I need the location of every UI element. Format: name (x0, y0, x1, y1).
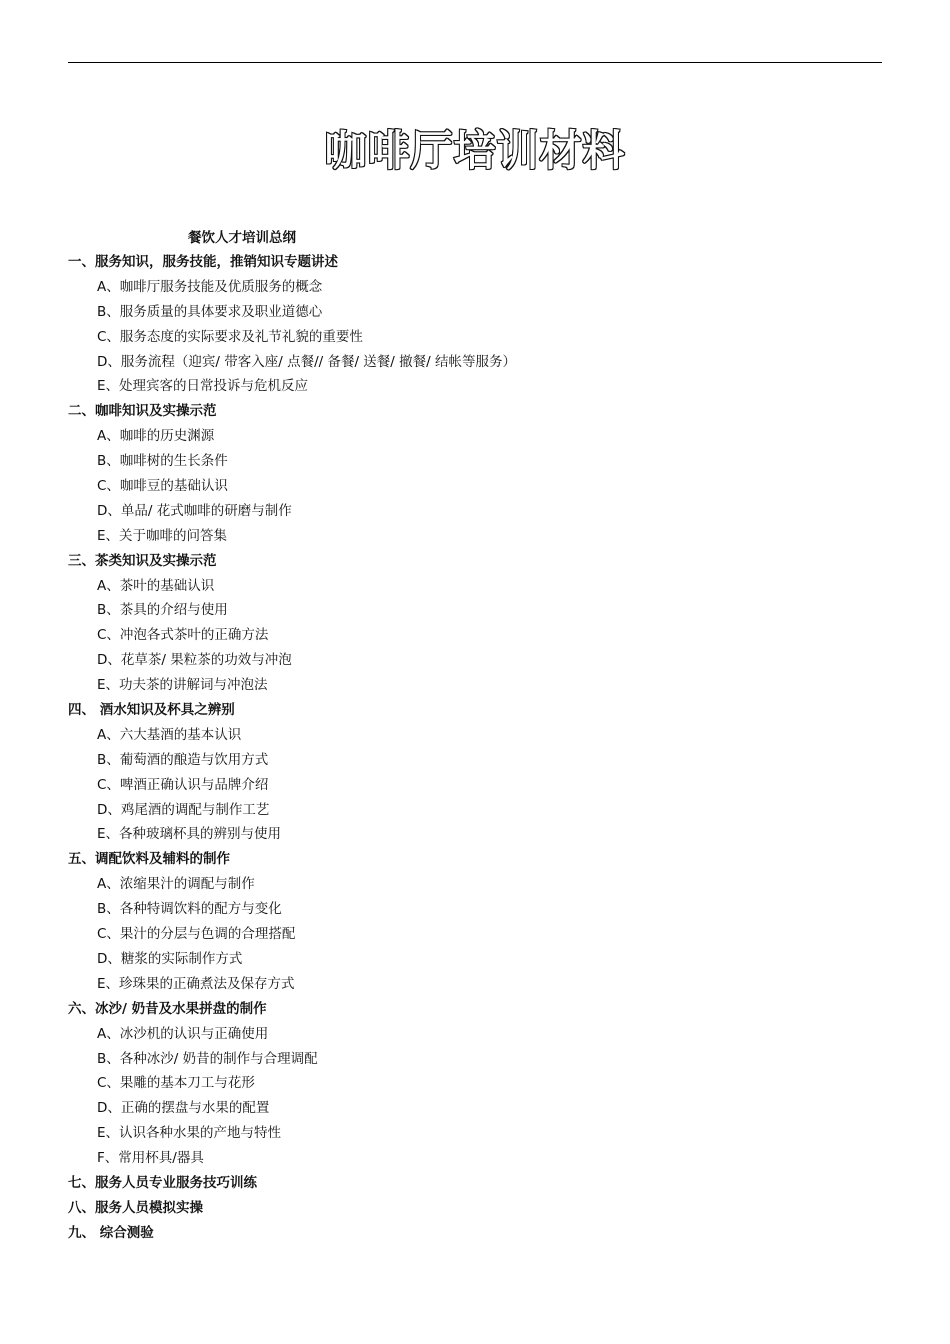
section-heading: 七、服务人员专业服务技巧训练 (68, 1174, 257, 1191)
section-item: A、咖啡的历史渊源 (97, 428, 215, 445)
section-item: C、冲泡各式茶叶的正确方法 (97, 627, 269, 644)
section-heading: 二、咖啡知识及实操示范 (68, 403, 217, 420)
section-heading: 九、 综合测验 (68, 1224, 154, 1241)
section-heading: 三、茶类知识及实操示范 (68, 552, 217, 569)
section-item: D、单品/ 花式咖啡的研磨与制作 (97, 502, 292, 519)
section-item: E、各种玻璃杯具的辨别与使用 (97, 826, 282, 843)
document-title: 咖啡厅培训材料 (324, 126, 626, 175)
section-item: D、服务流程（迎宾/ 带客入座/ 点餐// 备餐/ 送餐/ 撤餐/ 结帐等服务） (97, 353, 516, 370)
section-item: E、认识各种水果的产地与特性 (97, 1125, 282, 1142)
section-item: D、花草茶/ 果粒茶的功效与冲泡 (97, 652, 292, 669)
section-item: F、常用杯具/器具 (97, 1150, 204, 1167)
section-heading: 八、服务人员模拟实操 (68, 1199, 203, 1216)
section-item: C、果汁的分层与色调的合理搭配 (97, 926, 296, 943)
training-outline (68, 250, 882, 1246)
section-item: E、处理宾客的日常投诉与危机反应 (97, 378, 309, 395)
section-heading: 五、调配饮料及辅料的制作 (68, 851, 230, 868)
section-item: C、啤酒正确认识与品牌介绍 (97, 776, 269, 793)
section-item: D、正确的摆盘与水果的配置 (97, 1100, 270, 1117)
section-item: A、六大基酒的基本认识 (97, 726, 242, 743)
section-item: B、葡萄酒的酿造与饮用方式 (97, 751, 269, 768)
section-item: B、茶具的介绍与使用 (97, 602, 228, 619)
section-item: C、咖啡豆的基础认识 (97, 478, 228, 495)
section-item: A、咖啡厅服务技能及优质服务的概念 (97, 278, 323, 295)
section-item: A、冰沙机的认识与正确使用 (97, 1025, 269, 1042)
section-heading: 四、 酒水知识及杯具之辨别 (68, 702, 235, 719)
section-item: B、咖啡树的生长条件 (97, 453, 228, 470)
section-heading: 一、服务知识，服务技能，推销知识专题讲述 (68, 254, 338, 270)
section-item: E、关于咖啡的问答集 (97, 527, 228, 544)
section-item: B、服务质量的具体要求及职业道德心 (97, 303, 323, 320)
section-item: C、果雕的基本刀工与花形 (97, 1075, 255, 1092)
outline-heading: 餐饮人才培训总纲 (188, 230, 296, 246)
section-item: C、服务态度的实际要求及礼节礼貌的重要性 (97, 328, 363, 345)
section-item: B、各种特调饮料的配方与变化 (97, 901, 282, 918)
section-item: A、茶叶的基础认识 (97, 577, 215, 594)
header-rule (68, 62, 882, 63)
section-item: B、各种冰沙/ 奶昔的制作与合理调配 (97, 1050, 318, 1067)
section-heading: 六、冰沙/ 奶昔及水果拼盘的制作 (68, 1000, 267, 1017)
section-item: E、功夫茶的讲解词与冲泡法 (97, 677, 268, 694)
section-item: A、浓缩果汁的调配与制作 (97, 876, 255, 893)
section-item: E、珍珠果的正确煮法及保存方式 (97, 975, 295, 992)
section-item: D、糖浆的实际制作方式 (97, 950, 243, 967)
section-item: D、鸡尾酒的调配与制作工艺 (97, 801, 270, 818)
